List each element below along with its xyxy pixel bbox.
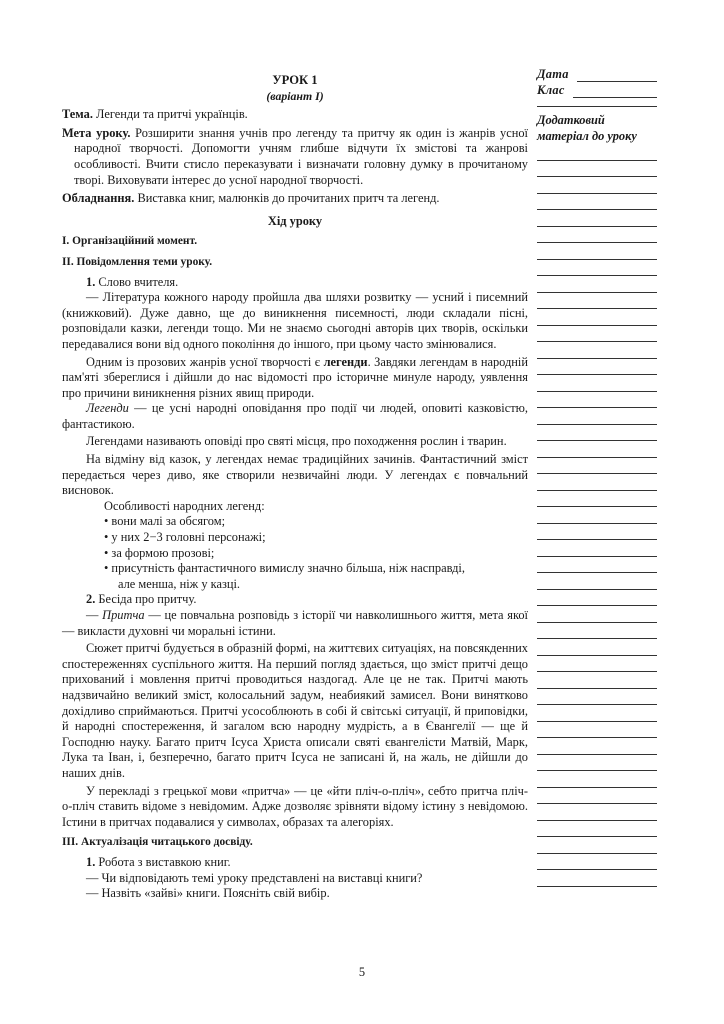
goal-text: Розширити знання учнів про легенду та притчу як один із жанрів усної народної творчості. Допомогти учням глибше відчути їх змістові та жанрові особливості. Вчити стисло переказувати і визначати головну думку в прочитаному творі. Виховувати інтерес до усної народної творчості. <box>74 125 528 187</box>
item-teacher-word <box>62 275 528 291</box>
note-line <box>537 605 657 606</box>
extra-material-label: Додатковий матеріал до уроку <box>537 113 637 143</box>
paragraph <box>62 355 528 402</box>
note-line <box>537 374 657 375</box>
features-heading: Особливості народних легенд: <box>104 498 265 513</box>
note-line <box>537 259 657 260</box>
equipment-label: Обладнання. <box>62 191 135 206</box>
note-line <box>537 523 657 524</box>
note-line <box>537 160 657 161</box>
note-line <box>537 242 657 243</box>
term-legend-italic: Легенди <box>86 401 129 416</box>
text-run: — це повчальна розповідь з історії чи навколишнього життя, мета якої — викласти духовні чи моральні істини. <box>62 608 528 638</box>
lesson-title: УРОК 1 <box>272 73 318 87</box>
class-label: Клас <box>537 83 565 97</box>
note-line <box>537 506 657 507</box>
note-line <box>537 193 657 194</box>
note-line <box>537 655 657 656</box>
note-line <box>537 803 657 804</box>
question: — Чи відповідають темі уроку представлені на виставці книги? <box>86 870 423 885</box>
list-item-continuation: але менша, ніж у казці. <box>118 576 241 591</box>
note-line <box>537 671 657 672</box>
note-line <box>537 176 657 177</box>
text-run: — <box>86 608 103 622</box>
class-field[interactable] <box>537 82 657 98</box>
paragraph: Сюжет притчі будується в образній формі, на життєвих ситуаціях, на повсякденних спостереженнях суспільного життя. На перший погляд здається, що зміст притчі дещо прихований і мовлення притчі проводиться наздогад. Але це не так. Притчі мають надзвичайно великий зміст, колосальний задум, неабиякий замисел. Вони винятково дохідливо сприймаються. Притчі усособлюють в собі й світські ситуації, й приповідки, й народні спостереження, й загалом всю народну мудрість, а в Євангелії — ще й Господню науку. Багато притч Ісуса Христа описали святі євангелісти Матвій, Марк, Лука та Іван, і, безперечно, багато притч Ісуса не записані й, на жаль, не дійшли до наших днів. <box>62 641 528 780</box>
note-line <box>537 440 657 441</box>
date-label: Дата <box>537 67 569 81</box>
list-item: • присутність фантастичного вимислу значно більша, ніж насправді, <box>104 561 465 576</box>
note-line <box>537 308 657 309</box>
term-parable-italic: Притча <box>102 608 145 622</box>
note-line <box>537 341 657 342</box>
lesson-content <box>62 73 528 902</box>
note-line <box>537 226 657 227</box>
note-line <box>537 209 657 210</box>
note-line <box>537 424 657 425</box>
paragraph: Легендами називають оповіді про святі місця, про походження рослин і тварин. <box>86 434 507 449</box>
note-line <box>537 638 657 639</box>
note-line <box>537 556 657 557</box>
note-line <box>537 275 657 276</box>
note-line <box>537 853 657 854</box>
paragraph: У перекладі з грецької мови «притча» — це «йти пліч-о-пліч», себто притча пліч-о-пліч ставить відоме з невідомим. Адже дозволяє зрівняти відому істину з невідомою. Істини в притчах подавалися у символах, образах та алегоріях. <box>62 783 528 829</box>
note-lines[interactable] <box>537 160 657 887</box>
note-line <box>537 589 657 590</box>
note-line <box>537 457 657 458</box>
text-run: Одним із прозових жанрів усної творчості є <box>86 354 324 369</box>
section-heading-1: І. Організаційний момент. <box>62 235 198 248</box>
lesson-topic <box>62 107 528 123</box>
note-line <box>537 754 657 755</box>
lesson-variant: (варіант І) <box>266 88 324 103</box>
course-heading: Хід уроку <box>267 213 323 228</box>
note-line <box>537 886 657 887</box>
paragraph: На відміну від казок, у легендах немає традиційних зачинів. Фантастичний зміст передається через диво, яке створили незвичайні люди. У легендах є повчальний висновок. <box>62 452 528 498</box>
note-line <box>537 770 657 771</box>
note-line <box>537 325 657 326</box>
section-heading-2: ІІ. Повідомлення теми уроку. <box>62 255 213 268</box>
note-line <box>537 490 657 491</box>
note-line <box>537 358 657 359</box>
equipment-text: Виставка книг, малюнків до прочитаних притч та легенд. <box>134 191 440 206</box>
list-item: • за формою прозові; <box>104 545 215 560</box>
note-line <box>537 572 657 573</box>
item-parable-talk <box>62 592 528 608</box>
note-line <box>537 688 657 689</box>
item-book-exhibition <box>62 855 528 871</box>
item-text: Бесіда про притчу. <box>95 592 197 607</box>
note-line <box>537 407 657 408</box>
goal-label: Мета уроку. <box>62 125 131 140</box>
text-run: . Завдяки легендам в народній пам'яті збереглися і дійшли до нас відомості про історичне минуле народу, уявлення про причини виникнення різних явищ природи. <box>62 354 528 400</box>
date-line <box>577 70 657 82</box>
question: — Назвіть «зайві» книги. Поясніть свій вибір. <box>86 886 330 901</box>
topic-label: Тема. <box>62 107 93 122</box>
divider-line <box>537 106 657 107</box>
note-line <box>537 292 657 293</box>
paragraph: — Література кожного народу пройшла два шляхи розвитку — усний і писемний (книжковий). Дуже давно, ще до виникнення писемності, люди складали пісні, розповідали казки, легенди тощо. Ми не знаємо сьогодні авторів цих творів, оскільки передавалися вони від одного покоління до іншого, при цьому часто змінювалися. <box>62 290 528 351</box>
note-line <box>537 622 657 623</box>
list-item: • вони малі за обсягом; <box>104 514 226 529</box>
section-heading-3: ІІІ. Актуалізація читацького досвіду. <box>62 836 253 849</box>
list-item: • у них 2−3 головні персонажі; <box>104 530 266 545</box>
paragraph <box>62 401 528 432</box>
note-line <box>537 787 657 788</box>
paragraph <box>62 608 528 639</box>
note-line <box>537 704 657 705</box>
term-legend: легенди <box>323 354 368 369</box>
lesson-goal <box>62 126 528 188</box>
item-number: 1. <box>86 854 96 869</box>
note-line <box>537 737 657 738</box>
note-line <box>537 836 657 837</box>
note-line <box>537 539 657 540</box>
item-text: Робота з виставкою книг. <box>95 854 231 869</box>
topic-text: Легенди та притчі українців. <box>92 107 248 122</box>
page-number: 5 <box>358 965 366 979</box>
note-line <box>537 473 657 474</box>
date-field[interactable] <box>537 66 657 82</box>
item-text: Слово вчителя. <box>95 274 179 289</box>
note-line <box>537 721 657 722</box>
lesson-equipment <box>62 191 528 207</box>
item-number: 2. <box>86 592 96 607</box>
item-number: 1. <box>86 274 96 289</box>
note-line <box>537 869 657 870</box>
note-line <box>537 391 657 392</box>
margin-notes <box>537 66 657 887</box>
class-line <box>573 86 657 98</box>
text-run: — це усні народні оповідання про події чи людей, оповиті казковістю, фантастикою. <box>62 401 528 431</box>
note-line <box>537 820 657 821</box>
